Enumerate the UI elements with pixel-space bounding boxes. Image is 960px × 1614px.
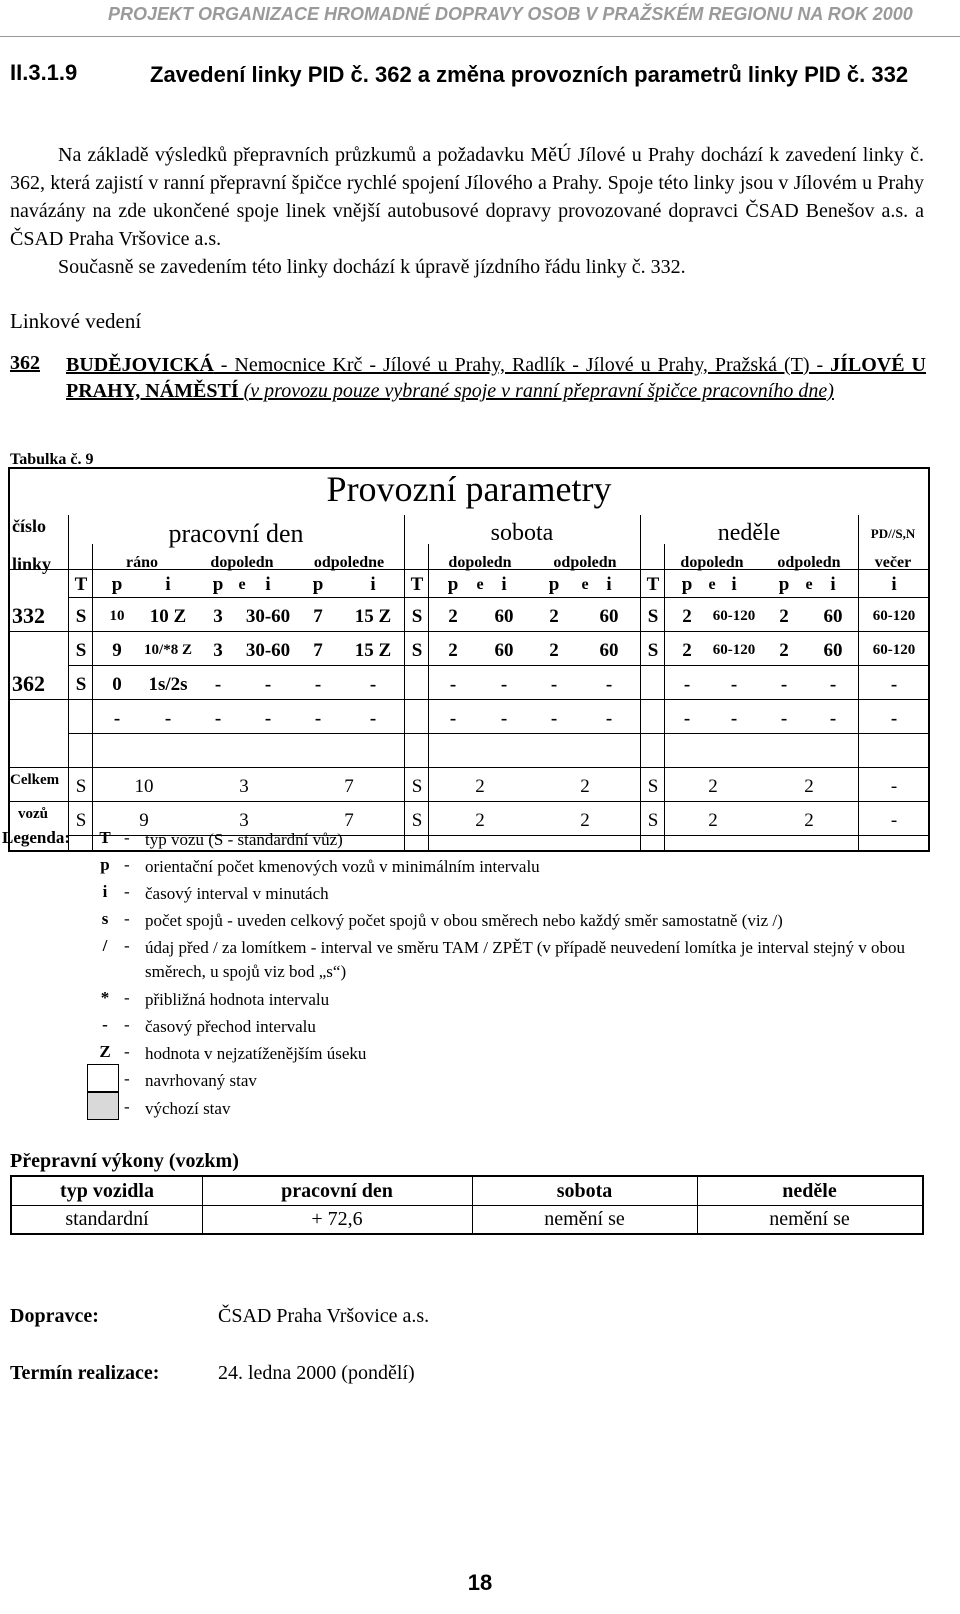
table-cell: S <box>411 606 423 627</box>
legend-text: časový přechod intervalu <box>145 1017 316 1036</box>
table-cell: 2 <box>682 640 692 661</box>
table-cell: - <box>500 708 508 729</box>
legend-box-text: navrhovaný stav <box>145 1071 257 1090</box>
table-cell: 60 <box>599 640 619 661</box>
table-cell: 2 <box>549 640 559 661</box>
table-cell: 1s/2s <box>148 674 188 695</box>
table-cell: 10 <box>109 608 125 624</box>
legend-symbol: Z <box>99 1042 111 1061</box>
table-cell: 30-60 <box>245 640 291 661</box>
performance-table <box>10 1175 924 1235</box>
tpi-header: i <box>830 574 836 595</box>
totals-cell: 7 <box>344 776 354 797</box>
route-end: JÍLOVÉ U PRAHY, NÁMĚSTÍ <box>66 354 926 402</box>
sub-odp: odpoledne <box>313 554 385 571</box>
route-heading: Linkové vedení <box>10 309 142 333</box>
legend-dash: - <box>124 882 130 901</box>
totals-cell: 3 <box>239 810 249 831</box>
sub-n-dop-1: dopoledn <box>680 554 744 571</box>
tpi-header: T <box>646 574 660 595</box>
tpi-header: p <box>212 574 224 595</box>
legend-text: časový interval v minutách <box>145 884 329 903</box>
legend-dash: - <box>124 1015 130 1034</box>
table-cell: 2 <box>682 606 692 627</box>
sub-s-dop-1: dopoledn <box>448 554 512 571</box>
table-cell: - <box>683 708 691 729</box>
sub-s-dop-2: e <box>476 576 484 593</box>
intro-text-1: Na základě výsledků přepravních průzkumů a požadavku MěÚ Jílové u Prahy dochází k zavedení linky č. 362, která zajistí v ranní přepravní špičce rychlé spojení Jílového a Prahy. Spoje této linky jsou v Jílovém u Prahy navázány na zde ukončené spoje linek vnější autobusové dopravy provozované dopravci ČSAD Benešov a.s. a ČSAD Praha Vršovice a.s. <box>10 144 924 250</box>
performance-cell-type: standardní <box>65 1208 149 1230</box>
table-cell: 3 <box>213 640 223 661</box>
legend-text: počet spojů - uveden celkový počet spojů v obou směrech nebo každý směr samostatně (viz /) <box>145 911 783 930</box>
table-cell: - <box>449 674 457 695</box>
totals-cell: 10 <box>134 776 154 797</box>
totals-cell: S <box>647 776 659 797</box>
totals-cell: 7 <box>344 810 354 831</box>
tpi-header: p <box>681 574 693 595</box>
table-cell: - <box>449 708 457 729</box>
line-number-362: 362 <box>12 671 45 696</box>
table-cell: 30-60 <box>245 606 291 627</box>
performance-header-saturday: sobota <box>556 1180 613 1202</box>
sub-dop-1: dopoledn <box>210 554 274 571</box>
table-cell: 0 <box>112 674 122 695</box>
route-mid: - Nemocnice Krč - Jílové u Prahy, Radlík - Jílové u Prahy, Pražská (T) - <box>213 354 831 376</box>
table-rule <box>428 544 429 850</box>
legend-dash: - <box>124 909 130 928</box>
table-rule <box>640 515 641 850</box>
tpi-header: i <box>731 574 737 595</box>
col-header-line-1: číslo <box>12 516 46 536</box>
totals-cell: 2 <box>804 810 814 831</box>
table-cell: 60 <box>823 640 843 661</box>
totals-cell: - <box>890 810 898 831</box>
sub-n-dop-2: e <box>708 576 716 593</box>
table-cell: 60 <box>599 606 619 627</box>
page-number: 18 <box>467 1570 493 1595</box>
legend-symbol: T <box>99 828 111 847</box>
table-cell: - <box>605 708 613 729</box>
legend-box-text: výchozí stav <box>145 1099 231 1118</box>
date-value: 24. ledna 2000 (pondělí) <box>218 1362 415 1384</box>
table-cell: 15 Z <box>354 606 392 627</box>
table-cell: - <box>730 674 738 695</box>
table-rule <box>10 801 928 802</box>
table-cell: 60-120 <box>872 642 916 658</box>
totals-cell: S <box>411 810 423 831</box>
legend-text: hodnota v nejzatíženějším úseku <box>145 1044 367 1063</box>
legend-symbol: i <box>102 882 108 901</box>
table-cell: - <box>264 708 272 729</box>
table-cell: 15 Z <box>354 640 392 661</box>
tpi-header: p <box>111 574 123 595</box>
table-cell: 10 Z <box>149 606 187 627</box>
route-description <box>66 352 926 404</box>
totals-cell: S <box>75 776 87 797</box>
table-cell: 3 <box>213 606 223 627</box>
tpi-header: T <box>74 574 88 595</box>
table-cell: 2 <box>549 606 559 627</box>
legend-dash: - <box>124 1097 130 1116</box>
intro-paragraph <box>10 141 924 281</box>
route-number: 362 <box>10 352 40 374</box>
table-cell: 2 <box>779 640 789 661</box>
carrier-label: Dopravce: <box>10 1305 99 1327</box>
table-cell: - <box>730 708 738 729</box>
running-header-text: PROJEKT ORGANIZACE HROMADNÉ DOPRAVY OSOB V PRAŽSKÉM REGIONU NA ROK 2000 <box>108 4 913 24</box>
table-cell: - <box>113 708 121 729</box>
table-cell: - <box>214 674 222 695</box>
parameters-table <box>8 467 930 852</box>
tpi-header: p <box>778 574 790 595</box>
totals-cell: - <box>890 776 898 797</box>
table-cell: 60 <box>823 606 843 627</box>
totals-cell: S <box>75 810 87 831</box>
totals-cell: 2 <box>580 810 590 831</box>
legend-dash: - <box>124 1042 130 1061</box>
legend-dash: - <box>124 936 130 955</box>
route-note: (v provozu pouze vybrané spoje v ranní přepravní špičce pracovního dne) <box>243 380 834 402</box>
table-rule <box>68 597 928 598</box>
table-cell: - <box>605 674 613 695</box>
section-number: II.3.1.9 <box>10 60 78 85</box>
table-rule <box>10 631 928 632</box>
table-cell: 2 <box>779 606 789 627</box>
table-cell: - <box>890 674 898 695</box>
table-cell: 60-120 <box>712 642 756 658</box>
performance-header-type: typ vozidla <box>60 1180 154 1202</box>
legend-text: orientační počet kmenových vozů v minimálním intervalu <box>145 857 540 876</box>
carrier-value: ČSAD Praha Vršovice a.s. <box>218 1305 430 1327</box>
group-pd: PD//S,N <box>870 526 916 541</box>
date-label: Termín realizace: <box>10 1362 160 1384</box>
totals-cell: 2 <box>475 776 485 797</box>
table-rule <box>10 767 928 768</box>
legend-text: typ vozu (S - standardní vůz) <box>145 830 343 849</box>
table-cell: - <box>369 674 377 695</box>
table-cell: 60-120 <box>712 608 756 624</box>
table-cell: 7 <box>313 640 323 661</box>
table-cell: S <box>411 640 423 661</box>
table-cell: 2 <box>448 606 458 627</box>
table-cell: - <box>780 708 788 729</box>
legend-symbol: - <box>102 1015 108 1034</box>
table-cell: 7 <box>313 606 323 627</box>
tpi-header: p <box>447 574 459 595</box>
totals-cell: 2 <box>708 776 718 797</box>
table-cell: - <box>264 674 272 695</box>
intro-text-2: Současně se zavedením této linky dochází k úpravě jízdního řádu linky č. 332. <box>58 256 686 278</box>
tpi-header: i <box>891 574 897 595</box>
running-header <box>0 0 960 37</box>
totals-cell: 3 <box>239 776 249 797</box>
sub-s-odp-1: odpoledn <box>553 554 617 571</box>
table-cell: - <box>780 674 788 695</box>
table-cell: - <box>550 674 558 695</box>
legend-box-old <box>87 1092 119 1120</box>
line-number-332: 332 <box>12 603 45 628</box>
totals-cell: 2 <box>804 776 814 797</box>
totals-cell: 2 <box>475 810 485 831</box>
tpi-header: i <box>606 574 612 595</box>
legend-symbol: p <box>100 855 110 874</box>
performance-header-workday: pracovní den <box>281 1180 393 1202</box>
table-cell: - <box>369 708 377 729</box>
table-cell: - <box>683 674 691 695</box>
tpi-header: i <box>165 574 171 595</box>
table-cell: S <box>647 606 659 627</box>
sub-dop-2: e <box>238 576 246 593</box>
legend-dash: - <box>124 855 130 874</box>
table-cell: 9 <box>112 640 122 661</box>
totals-cell: 9 <box>139 810 149 831</box>
legend-text: údaj před / za lomítkem - interval ve směru TAM / ZPĚT (v případě neuvedení lomítka je interval stejný v obou směrech, u spojů viz bod „s“) <box>145 938 905 981</box>
performance-cell-saturday: nemění se <box>544 1208 625 1230</box>
totals-cell: S <box>411 776 423 797</box>
legend-title: Legenda: <box>2 828 70 847</box>
sub-n-odp-1: odpoledn <box>777 554 841 571</box>
legend-dash: - <box>124 988 130 1007</box>
performance-header-sunday: neděle <box>782 1180 837 1202</box>
table-cell: - <box>214 708 222 729</box>
totals-label-1: Celkem <box>10 772 60 788</box>
table-cell: - <box>500 674 508 695</box>
table-rule <box>68 665 928 666</box>
table-cell: - <box>550 708 558 729</box>
table-cell: - <box>829 674 837 695</box>
legend-symbol: * <box>100 988 110 1007</box>
table-cell: - <box>890 708 898 729</box>
group-sunday: neděle <box>717 520 781 546</box>
table-rule <box>68 515 69 850</box>
legend-symbol: s <box>101 909 109 928</box>
table-rule <box>92 544 93 850</box>
totals-cell: 2 <box>580 776 590 797</box>
table-cell: 10/*8 Z <box>144 642 192 658</box>
table-rule <box>404 515 405 850</box>
table-cell: - <box>314 674 322 695</box>
group-workday: pracovní den <box>168 519 304 548</box>
legend-dash: - <box>124 1069 130 1088</box>
legend-symbol: / <box>102 936 108 955</box>
table-label: Tabulka č. 9 <box>10 451 94 468</box>
totals-label-2: vozů <box>18 806 48 822</box>
table-cell: S <box>75 674 87 695</box>
col-header-line-2: linky <box>12 554 52 574</box>
table-cell: S <box>647 640 659 661</box>
tpi-header: i <box>370 574 376 595</box>
table-cell: - <box>314 708 322 729</box>
legend-text: přibližná hodnota intervalu <box>145 990 330 1009</box>
section-title: Zavedení linky PID č. 362 a změna provozních parametrů linky PID č. 332 <box>150 62 909 87</box>
sub-n-odp-2: e <box>805 576 813 593</box>
performance-cell-workday: + 72,6 <box>311 1208 363 1230</box>
table-cell: 60-120 <box>872 608 916 624</box>
table-rule <box>10 699 928 700</box>
table-cell: 60 <box>494 606 514 627</box>
route-start: BUDĚJOVICKÁ <box>66 354 214 376</box>
performance-cell-sunday: nemění se <box>769 1208 850 1230</box>
table-cell: 60 <box>494 640 514 661</box>
table-cell: 2 <box>448 640 458 661</box>
tpi-header: p <box>548 574 560 595</box>
sub-vecer: večer <box>874 554 912 571</box>
tpi-header: i <box>265 574 271 595</box>
table-cell: S <box>75 640 87 661</box>
legend-dash: - <box>124 828 130 847</box>
table-rule <box>68 733 928 734</box>
group-saturday: sobota <box>490 520 554 546</box>
table-title: Provozní parametry <box>326 469 612 509</box>
tpi-header: T <box>410 574 424 595</box>
legend-box-new <box>87 1064 119 1092</box>
table-cell: - <box>829 708 837 729</box>
tpi-header: p <box>312 574 324 595</box>
table-cell: S <box>75 606 87 627</box>
totals-cell: S <box>647 810 659 831</box>
tpi-header: i <box>501 574 507 595</box>
table-cell: - <box>164 708 172 729</box>
performance-title: Přepravní výkony (vozkm) <box>10 1150 239 1172</box>
totals-cell: 2 <box>708 810 718 831</box>
sub-rano: ráno <box>126 554 158 571</box>
sub-s-odp-2: e <box>581 576 589 593</box>
